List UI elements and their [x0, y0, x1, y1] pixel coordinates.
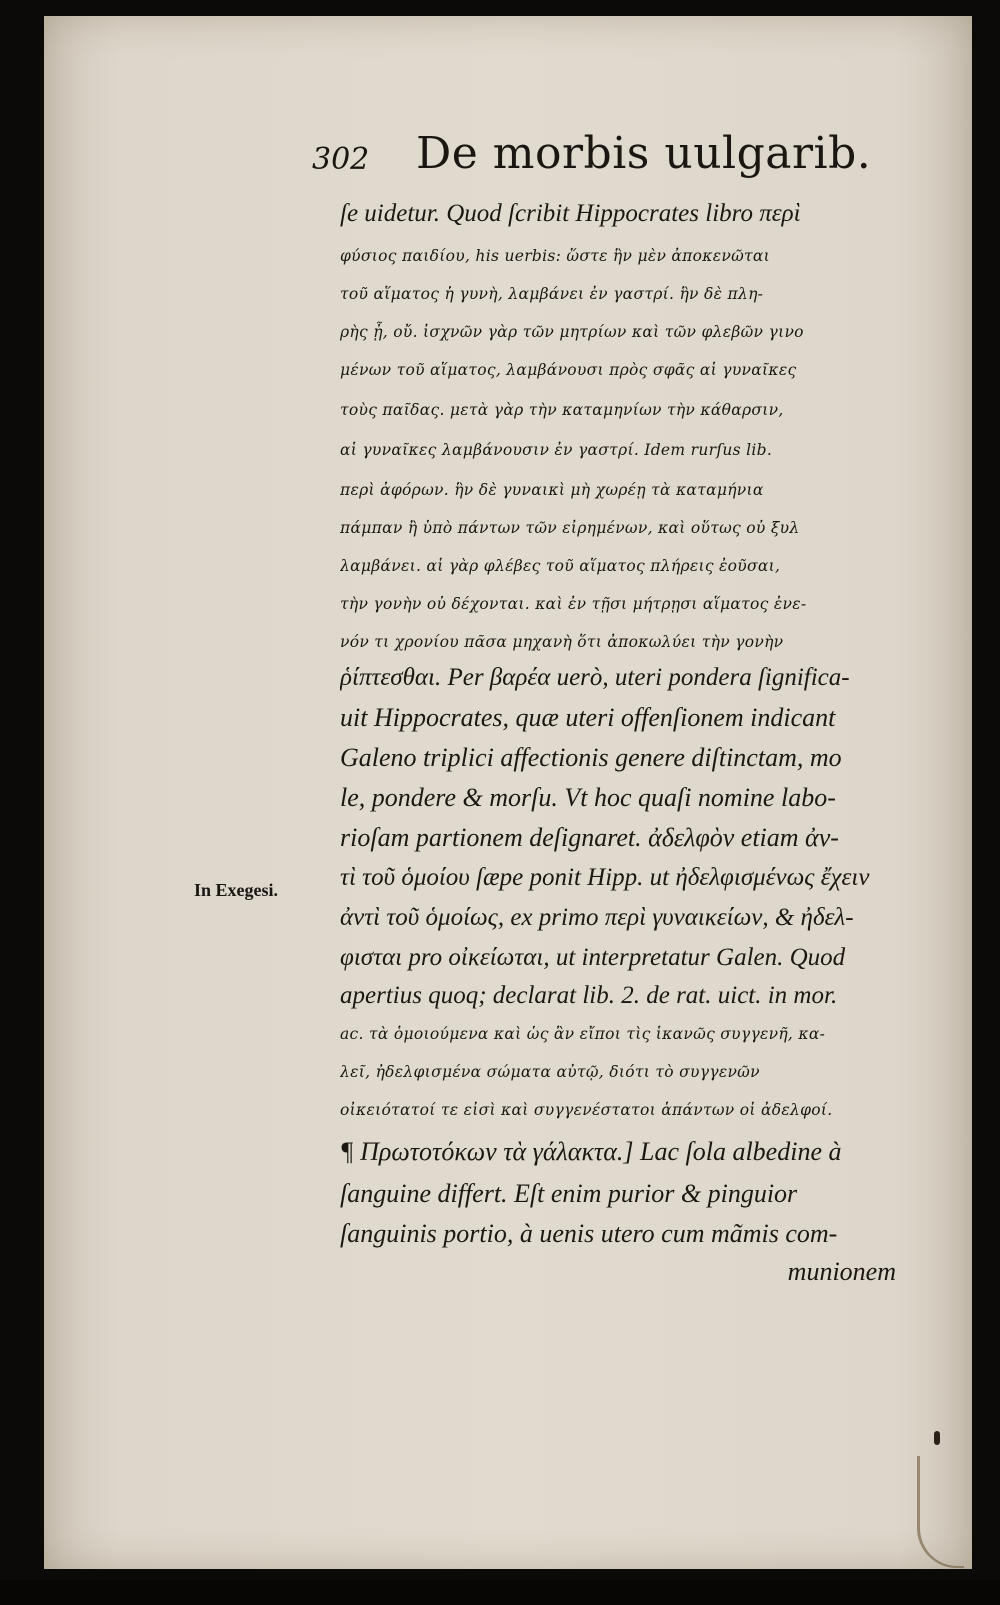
text-line: Galeno triplici affectionis genere diſtinctam, mo	[340, 743, 842, 772]
text-line: munionem	[787, 1257, 896, 1286]
text-line: τοῦ αἵματος ἡ γυνὴ, λαμβάνει ἐν γαστρί. ἣν δὲ πλη-	[340, 285, 764, 303]
text-line: ſanguinis portio, à uenis utero cum mãmis com-	[340, 1219, 838, 1248]
text-line: τὶ τοῦ ὁμοίου ſæpe ponit Hipp. ut ἠδελφισμένως ἔχειν	[340, 864, 870, 891]
text-line: ſanguine differt. Eſt enim purior & pinguior	[340, 1179, 798, 1208]
text-line: λαμβάνει. αἱ γὰρ φλέβες τοῦ αἵματος πλήρεις ἐοῦσαι,	[340, 557, 781, 575]
text-line: rioſam partionem deſignaret. ἀδελφὸν etiam ἀν-	[340, 823, 839, 852]
page-header	[312, 128, 892, 188]
text-line: φισται pro οἰκείωται, ut interpretatur Galen. Quod	[340, 944, 846, 971]
text-line: πάμπαν ἢ ὑπὸ πάντων τῶν εἰρημένων, καὶ οὕτως οὐ ξυλ	[340, 519, 800, 537]
text-line: φύσιος παιδίου, his uerbis: ὥστε ἣν μὲν ἀποκενῶται	[340, 247, 771, 265]
text-line: μένων τοῦ αἵματος, λαμβάνουσι πρὸς σφᾶς αἱ γυναῖκες	[340, 361, 797, 379]
text-line: ῥίπτεσθαι. Per βαρέα uerò, uteri pondera ſignifica-	[340, 664, 850, 691]
text-line: νόν τι χρονίου πᾶσα μηχανὴ ὅτι ἀποκωλύει τὴν γονὴν	[340, 633, 784, 651]
text-line: ac. τὰ ὁμοιούμενα καὶ ὡς ἂν εἴποι τὶς ἱκανῶς συγγενῆ, κα-	[340, 1025, 826, 1043]
text-line: uit Hippocrates, quæ uteri offenſionem indicant	[340, 703, 836, 732]
text-line: λεῖ, ἠδελφισμένα σώματα αὐτῷ, διότι τὸ συγγενῶν	[340, 1063, 760, 1081]
text-line: περὶ ἀφόρων. ἣν δὲ γυναικὶ μὴ χωρέῃ τὰ καταμήνια	[340, 481, 764, 499]
text-line: ſe uidetur. Quod ſcribit Hippocrates libro περὶ	[340, 200, 801, 227]
text-line: apertius quoq; declarat lib. 2. de rat. uict. in mor.	[340, 982, 838, 1009]
ink-mark	[934, 1431, 940, 1445]
text-line: ρὴς ᾖ, οὔ. ἰσχνῶν γὰρ τῶν μητρίων καὶ τῶν φλεβῶν γινο	[340, 323, 804, 341]
text-line: τοὺς παῖδας. μετὰ γὰρ τὴν καταμηνίων τὴν κάθαρσιν,	[340, 401, 784, 419]
text-line: ἀντὶ τοῦ ὁμοίως, ex primo περὶ γυναικείων, & ἠδελ-	[340, 904, 854, 931]
text-line: le, pondere & morſu. Vt hoc quaſi nomine labo-	[340, 783, 836, 812]
text-line: οἰκειότατοί τε εἰσὶ καὶ συγγενέστατοι ἁπάντων οἱ ἀδελφοί.	[340, 1101, 833, 1119]
page-number: 302	[312, 142, 370, 177]
page-stain	[917, 1456, 964, 1568]
text-line: ¶ Πρωτοτόκων τὰ γάλακτα.] Lac ſola albedine à	[340, 1137, 842, 1166]
text-line: τὴν γονὴν οὐ δέχονται. καὶ ἐν τῇσι μήτρῃσι αἵματος ἐνε-	[340, 595, 807, 613]
running-title: De morbis uulgarib.	[416, 128, 872, 179]
marginal-note: In Exegesi.	[194, 880, 279, 900]
text-line: αἱ γυναῖκες λαμβάνουσιν ἐν γαστρί. Idem rurſus lib.	[340, 441, 773, 459]
